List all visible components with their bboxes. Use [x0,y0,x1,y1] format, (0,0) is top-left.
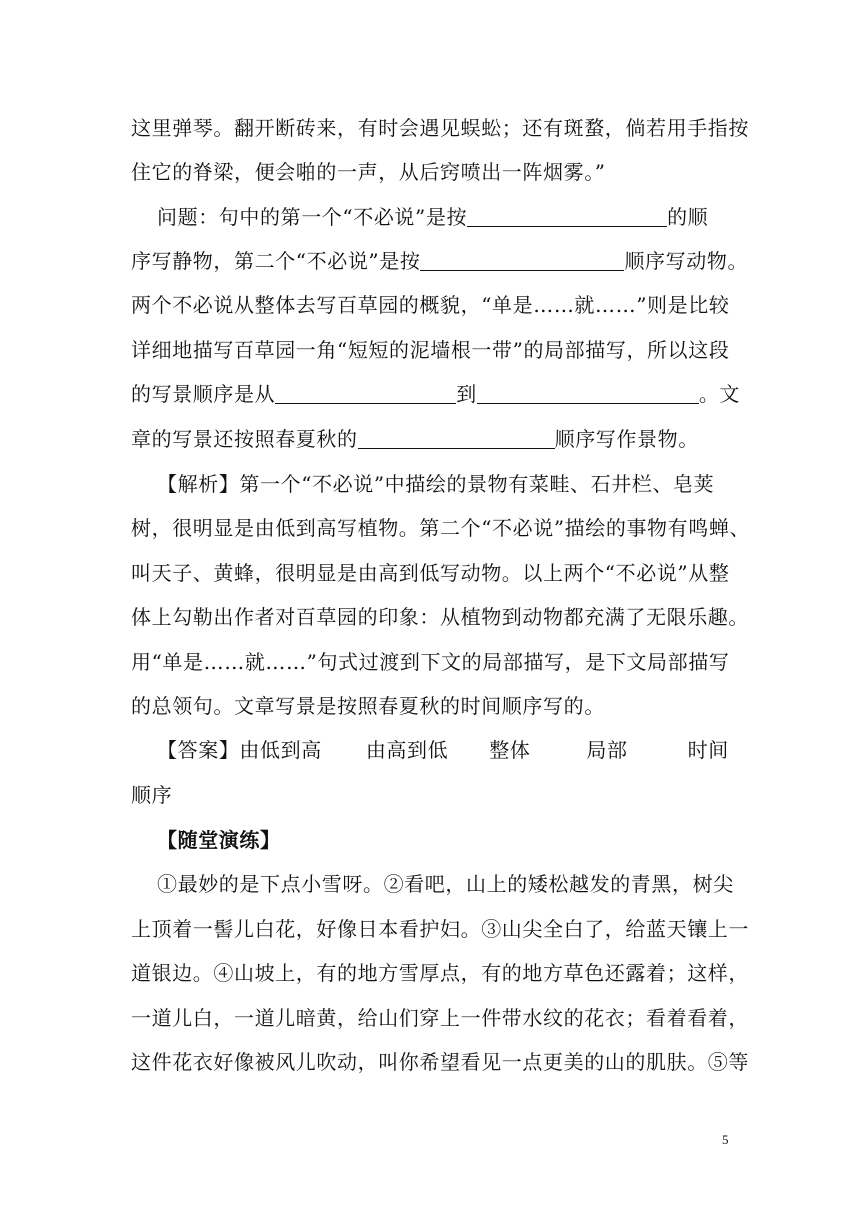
section-heading-text: 【随堂演练】 [157,828,281,852]
question-text: 问题：句中的第一个“不必说”是按 [157,205,468,229]
question-line [131,245,749,277]
text-line: 这里弹琴。翻开断砖来，有时会遇见蜈蚣；还有斑蝥，倘若用手指按 [131,116,749,140]
analysis-line [131,468,731,500]
answer-line [131,734,731,766]
fill-blank-4[interactable] [477,381,699,404]
fill-blank-2[interactable] [420,248,624,271]
passage-line [131,868,734,900]
analysis-line: 叫天子、黄蜂，很明显是由高到低写动物。以上两个“不必说”从整 [131,561,730,585]
analysis-text: 【解析】第一个“不必说”中描绘的景物有菜畦、石井栏、皂荚 [157,472,715,496]
question-text: 顺序写作景物。 [554,427,699,451]
question-text: 顺序写动物。 [624,249,749,273]
passage-text: ①最妙的是下点小雪呀。②看吧，山上的矮松越发的青黑，树尖 [157,872,734,896]
page-number: 5 [722,1132,729,1147]
fill-blank-3[interactable] [275,381,456,404]
question-text: 序写静物，第二个“不必说”是按 [131,249,421,273]
answer-label: 【答案】 [157,738,240,762]
passage-line: 这件花衣好像被风儿吹动，叫你希望看见一点更美的山的肌肤。⑤等 [131,1050,749,1074]
question-text: 到 [456,382,477,406]
passage-line: 道银边。④山坡上，有的地方雪厚点，有的地方草色还露着；这样， [131,961,749,985]
analysis-line: 用“单是……就……”句式过渡到下文的局部描写，是下文局部描写 [131,650,730,674]
passage-line: 上顶着一髻儿白花，好像日本看护妇。③山尖全白了，给蓝天镶上一 [131,917,749,941]
answer-item: 由低到高 [239,738,322,762]
fill-blank-1[interactable] [467,204,667,227]
section-heading [131,824,731,856]
question-text: 的写景顺序是从 [131,382,276,406]
text-line: 两个不必说从整体去写百草园的概貌，“单是……就……”则是比较 [131,293,730,317]
question-text: 章的写景还按照春夏秋的 [131,427,358,451]
question-line [131,201,731,233]
text-line: 住它的脊梁，便会啪的一声，从后窍喷出一阵烟雾。” [131,160,606,184]
passage-line: 一道儿白，一道儿暗黄，给山们穿上一件带水纹的花衣；看着看着， [131,1006,749,1030]
question-text: 的顺 [667,205,709,229]
question-line [131,378,741,410]
answer-line: 顺序 [131,783,173,807]
answer-item: 时间 [687,738,729,762]
question-line [131,423,731,455]
analysis-line: 体上勾勒出作者对百草园的印象：从植物到动物都充满了无限乐趣。 [131,605,749,629]
answer-item: 由高到低 [365,738,449,762]
analysis-line: 的总领句。文章写景是按照春夏秋的时间顺序写的。 [131,694,605,718]
answer-item: 整体 [489,738,531,762]
fill-blank-5[interactable] [358,426,555,449]
text-line: 详细地描写百草园一角“短短的泥墙根一带”的局部描写，所以这段 [131,338,730,362]
question-text: 。文 [698,382,741,406]
analysis-line: 树，很明显是由低到高写植物。第二个“不必说”描绘的事物有鸣蝉、 [131,516,751,540]
answer-item: 局部 [586,738,628,762]
